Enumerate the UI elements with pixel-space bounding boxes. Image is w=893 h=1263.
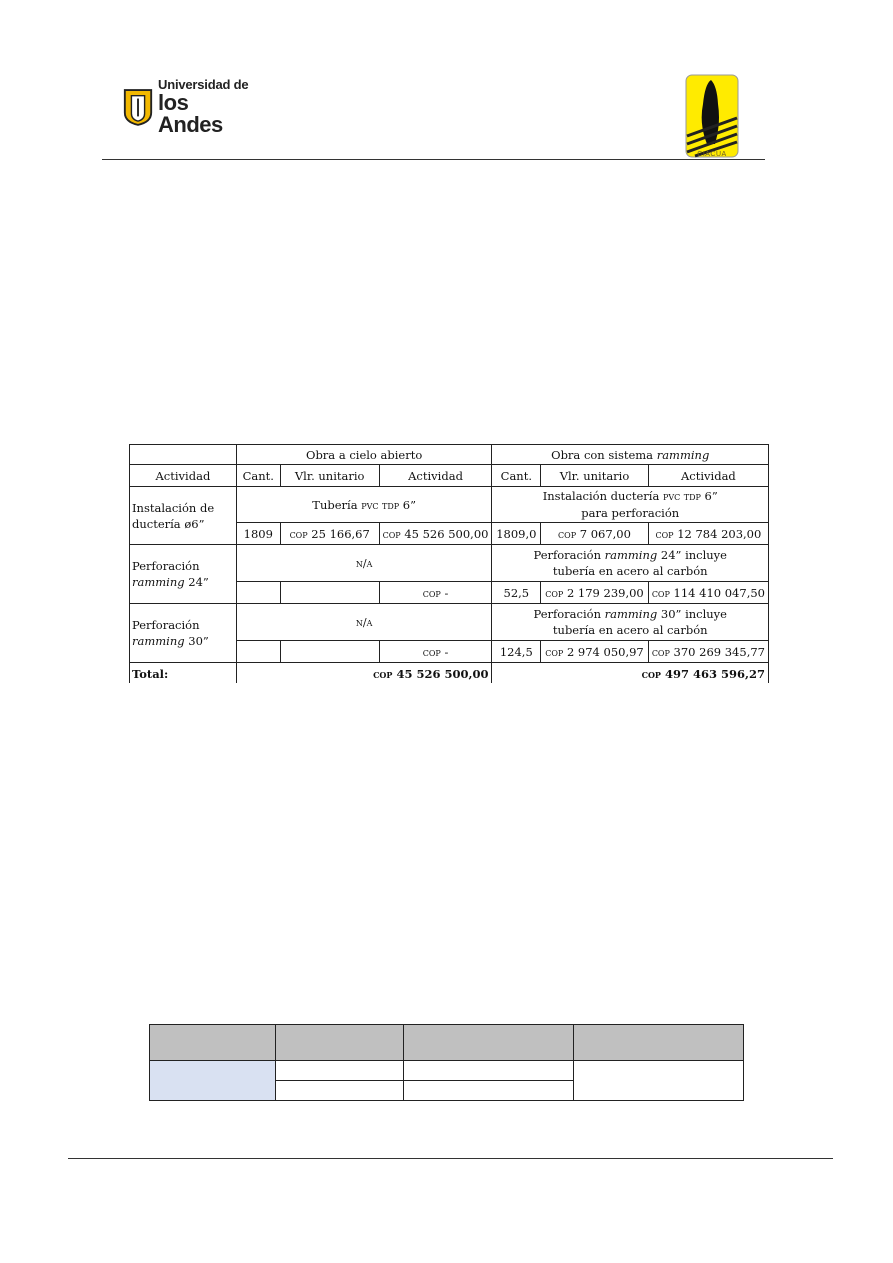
- col-header: Cant.: [492, 465, 541, 487]
- activity-label-em: ramming: [132, 575, 185, 589]
- header-rule: [102, 159, 765, 160]
- summary-cell: [276, 1081, 404, 1101]
- uniandes-shield-icon: [122, 87, 154, 127]
- summary-label-cell: [150, 1061, 276, 1101]
- open-description: [236, 545, 492, 582]
- ram-unit: [541, 641, 649, 663]
- ram-total-value: 114 410 047,50: [673, 585, 765, 600]
- ram-qty: 124,5: [492, 641, 541, 663]
- ram-qty: 52,5: [492, 582, 541, 604]
- open-total: [379, 523, 492, 545]
- group-ramming-header: [492, 445, 769, 465]
- desc-pre: Perforación: [533, 607, 605, 621]
- summary-row: [150, 1061, 744, 1081]
- open-unit: [280, 641, 379, 663]
- na-text: n/a: [355, 557, 373, 570]
- activity-label-post: 24”: [184, 575, 209, 589]
- col-header: Actividad: [379, 465, 492, 487]
- ciacua-emblem-icon: [685, 74, 739, 158]
- col-header: Vlr. unitario: [541, 465, 649, 487]
- activity-label-line2: ductería ø6”: [132, 516, 205, 531]
- ciacua-logo: [685, 74, 739, 158]
- activity-label-em: ramming: [132, 634, 185, 648]
- ram-unit-value: 7 067,00: [579, 526, 631, 541]
- currency: cop: [641, 667, 661, 681]
- total-open-value: 45 526 500,00: [396, 666, 489, 681]
- ciacua-caption: CIACUA: [697, 151, 727, 158]
- currency: cop: [289, 527, 308, 541]
- table-row: [130, 487, 769, 523]
- total-ram-value: 497 463 596,27: [664, 666, 765, 681]
- activity-label: [130, 545, 237, 604]
- activity-label-line1: Perforación: [132, 618, 200, 632]
- desc-line2: tubería en acero al carbón: [552, 564, 708, 578]
- summary-cell: [276, 1061, 404, 1081]
- ram-total: [648, 641, 768, 663]
- group-ramming-em: ramming: [656, 447, 710, 462]
- open-description: [236, 487, 492, 523]
- ramming-description: [492, 545, 769, 582]
- open-total-value: -: [444, 644, 449, 659]
- footer-rule: [68, 1158, 833, 1159]
- currency: cop: [545, 586, 564, 600]
- desc-em: ramming: [604, 607, 658, 621]
- desc-post: 6”: [700, 489, 718, 503]
- summary-header-row: [150, 1025, 744, 1061]
- currency: cop: [422, 586, 441, 600]
- logo-line2: los Andes: [158, 90, 223, 137]
- desc-em: ramming: [604, 548, 658, 562]
- uniandes-wordmark: [158, 78, 252, 136]
- total-ramming: [492, 663, 769, 684]
- logo-line1: Universidad de: [158, 77, 249, 92]
- activity-label-line1: Perforación: [132, 559, 200, 573]
- ram-unit-value: 2 974 050,97: [566, 644, 644, 659]
- col-header: Actividad: [130, 465, 237, 487]
- ram-unit-value: 2 179 239,00: [566, 585, 644, 600]
- open-total: [379, 641, 492, 663]
- activity-label-line1: Instalación de: [132, 500, 215, 515]
- ram-total: [648, 582, 768, 604]
- desc-pre: Tubería: [312, 497, 362, 512]
- currency: cop: [373, 667, 393, 681]
- summary-merged-cell: [574, 1061, 744, 1101]
- ram-total: [648, 523, 768, 545]
- ramming-description: [492, 487, 769, 523]
- ramming-description: [492, 604, 769, 641]
- total-row: [130, 663, 769, 684]
- group-ramming-prefix: Obra con sistema: [551, 447, 657, 462]
- desc-sc: pvc tdp: [662, 490, 701, 503]
- ram-total-value: 12 784 203,00: [677, 526, 762, 541]
- ram-unit: [541, 523, 649, 545]
- open-unit: [280, 523, 379, 545]
- summary-header-cell: [574, 1025, 744, 1061]
- desc-line2: tubería en acero al carbón: [552, 623, 708, 637]
- open-qty: 1809: [236, 523, 280, 545]
- table-row: [130, 604, 769, 641]
- summary-header-cell: [150, 1025, 276, 1061]
- total-label: Total:: [130, 663, 237, 684]
- activity-label: [130, 487, 237, 545]
- col-header: Actividad: [648, 465, 768, 487]
- activity-label-post: 30”: [184, 634, 209, 648]
- desc-post: 30” incluye: [657, 607, 727, 621]
- open-total-value: 45 526 500,00: [404, 526, 489, 541]
- desc-sc: pvc tdp: [361, 498, 400, 512]
- desc-line2: para perforación: [581, 506, 680, 520]
- col-header: Vlr. unitario: [280, 465, 379, 487]
- desc-pre: Instalación ductería: [542, 489, 663, 503]
- open-unit-value: 25 166,67: [311, 526, 370, 541]
- empty-corner-cell: [130, 445, 237, 465]
- ram-qty: 1809,0: [492, 523, 541, 545]
- open-qty: [236, 582, 280, 604]
- group-header-row: [130, 445, 769, 465]
- currency: cop: [655, 527, 674, 541]
- currency: cop: [422, 645, 441, 659]
- open-description: [236, 604, 492, 641]
- open-total-value: -: [444, 585, 449, 600]
- open-total: [379, 582, 492, 604]
- ram-unit: [541, 582, 649, 604]
- summary-cell: [404, 1061, 574, 1081]
- empty-summary-table: [149, 1024, 744, 1101]
- open-qty: [236, 641, 280, 663]
- currency: cop: [651, 645, 670, 659]
- ram-total-value: 370 269 345,77: [673, 644, 765, 659]
- col-header: Cant.: [236, 465, 280, 487]
- table-row: [130, 545, 769, 582]
- activity-label: [130, 604, 237, 663]
- desc-pre: Perforación: [533, 548, 605, 562]
- currency: cop: [382, 527, 401, 541]
- desc-post: 24” incluye: [657, 548, 727, 562]
- currency: cop: [545, 645, 564, 659]
- na-text: n/a: [355, 616, 373, 629]
- desc-post: 6”: [399, 497, 416, 512]
- column-header-row: [130, 465, 769, 487]
- total-open: [236, 663, 492, 684]
- currency: cop: [651, 586, 670, 600]
- open-unit: [280, 582, 379, 604]
- cost-comparison-table: [129, 444, 769, 683]
- group-open-header: Obra a cielo abierto: [236, 445, 492, 465]
- currency: cop: [558, 527, 577, 541]
- uniandes-logo: [122, 77, 252, 137]
- summary-cell: [404, 1081, 574, 1101]
- summary-header-cell: [404, 1025, 574, 1061]
- summary-header-cell: [276, 1025, 404, 1061]
